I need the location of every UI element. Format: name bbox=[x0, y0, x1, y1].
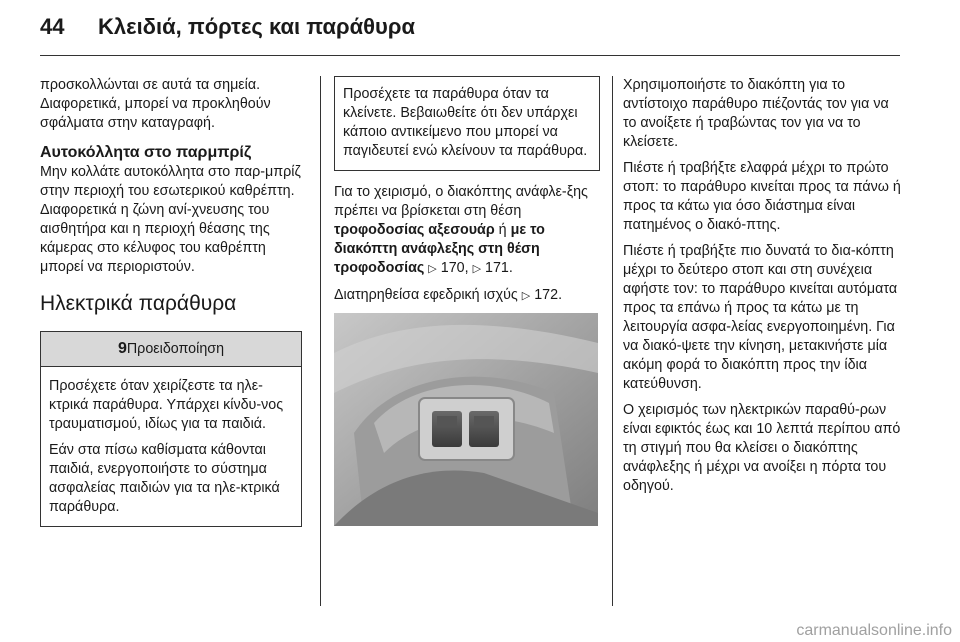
column-right bbox=[623, 76, 905, 503]
warning-box bbox=[40, 331, 302, 527]
page-ref: 172. bbox=[534, 287, 563, 303]
page-ref-arrow-icon: ▷ bbox=[428, 263, 437, 275]
watermark: carmanualsonline.info bbox=[796, 622, 952, 639]
section-title-power-windows: Ηλεκτρικά παράθυρα bbox=[40, 292, 237, 315]
second-stop-paragraph: Πιέστε ή τραβήξτε πιο δυνατά το δια-κόπτη μέχρι το δεύτερο στοπ και στη συνέχεια αφήστε τον: το παράθυρο κινείται αυτόματα προς τα επάνω ή προς τα κάτω με τη λειτουργία ασφα-λείας ενεργοποιημένη. Για να διακό-ψετε την κίνηση, μετακινήστε μία ακόμη φορά το διακόπτη προς την ίδια κατεύθυνση. bbox=[623, 243, 898, 392]
page-header bbox=[40, 14, 415, 40]
warning-paragraph: Προσέχετε όταν χειρίζεστε τα ηλε-κτρικά παράθυρα. Υπάρχει κίνδυ-νος τραυματισμού, ιδίως για τα παιδιά. bbox=[49, 378, 284, 432]
page-title: Κλειδιά, πόρτες και παράθυρα bbox=[98, 14, 415, 39]
text-run: ή bbox=[494, 222, 511, 238]
page-ref: 171. bbox=[485, 260, 513, 276]
warning-header bbox=[41, 332, 301, 367]
text-run: Για το χειρισμό, ο διακόπτης ανάφλε-ξης πρέπει να βρίσκεται στη θέση bbox=[334, 184, 588, 219]
column-middle bbox=[334, 76, 600, 526]
column-left bbox=[40, 76, 302, 527]
warning-body bbox=[41, 367, 301, 526]
subheading-windscreen-stickers: Αυτοκόλλητα στο παρμπρίζ bbox=[40, 144, 252, 161]
windscreen-stickers-text: Μην κολλάτε αυτοκόλλητα στο παρ-μπρίζ στην περιοχή του εσωτερικού καθρέπτη. Διαφορετικά η ζώνη ανί-χνευσης του αισθητήρα και η περιοχή θέασης της κάμερας στο κέλυφος του καθρέπτη μπορεί να περιοριστούν. bbox=[40, 164, 301, 275]
warning-paragraph: Εάν στα πίσω καθίσματα κάθονται παιδιά, ενεργοποιήστε το σύστημα ασφαλείας παιδιών για τα ηλε-κτρικά παράθυρα. bbox=[49, 442, 280, 515]
page-ref-arrow-icon: ▷ bbox=[521, 290, 531, 302]
window-switch-photo bbox=[334, 313, 598, 526]
door-panel-illustration bbox=[334, 313, 598, 526]
text-run: Διατηρηθείσα εφεδρική ισχύς bbox=[334, 287, 522, 303]
warning-title: Προειδοποίηση bbox=[126, 341, 225, 357]
bold-text-ignition-on: με το διακόπτη ανάφλεξης στη θέση τροφοδοσίας bbox=[334, 222, 545, 276]
page-ref-arrow-icon: ▷ bbox=[472, 263, 482, 275]
intro-paragraph: προσκολλώνται σε αυτά τα σημεία. Διαφορετικά, μπορεί να προκληθούν σφάλματα στην καταγραφή. bbox=[40, 77, 271, 131]
page-ref: 170 bbox=[440, 260, 465, 276]
warning-icon: 9 bbox=[117, 340, 127, 357]
column-divider bbox=[612, 76, 613, 606]
column-divider bbox=[320, 76, 321, 606]
page-number: 44 bbox=[40, 14, 65, 39]
bold-text-accessory-power: τροφοδοσίας αξεσουάρ bbox=[334, 222, 495, 238]
operation-paragraph: Για το χειρισμό, ο διακόπτης ανάφλε-ξης πρέπει να βρίσκεται στη θέση τροφοδοσίας αξεσουάρ ή με το διακόπτη ανάφλεξης στη θέση τροφοδοσίας ▷ 170, ▷ 171. bbox=[334, 183, 600, 279]
usage-paragraph: Χρησιμοποιήστε το διακόπτη για το αντίστοιχο παράθυρο πιέζοντάς τον για να το ανοίξετε ή τραβώντας τον για να το κλείσετε. bbox=[623, 77, 889, 150]
retained-power-paragraph bbox=[334, 286, 600, 306]
first-stop-paragraph: Πιέστε ή τραβήξτε ελαφρά μέχρι το πρώτο στοπ: το παράθυρο κινείται προς τα πάνω ή προς τα κάτω για όσο διάστημα είναι πατημένος ο διακό-πτης. bbox=[623, 160, 901, 233]
retained-operation-paragraph: Ο χειρισμός των ηλεκτρικών παραθύ-ρων είναι εφικτός έως και 10 λεπτά περίπου από τη στιγμή που θα κλείσει ο διακόπτης ανάφλεξης ή μέχρι να ανοίξει η πόρτα του οδηγού. bbox=[623, 402, 901, 494]
caution-note-text: Προσέχετε τα παράθυρα όταν τα κλείνετε. Βεβαιωθείτε ότι δεν υπάρχει κάποιο αντικείμενο που μπορεί να παγιδευτεί ενώ κλείνουν τα παράθυρα. bbox=[343, 86, 588, 159]
header-divider bbox=[40, 55, 900, 56]
caution-note-box bbox=[334, 76, 600, 171]
